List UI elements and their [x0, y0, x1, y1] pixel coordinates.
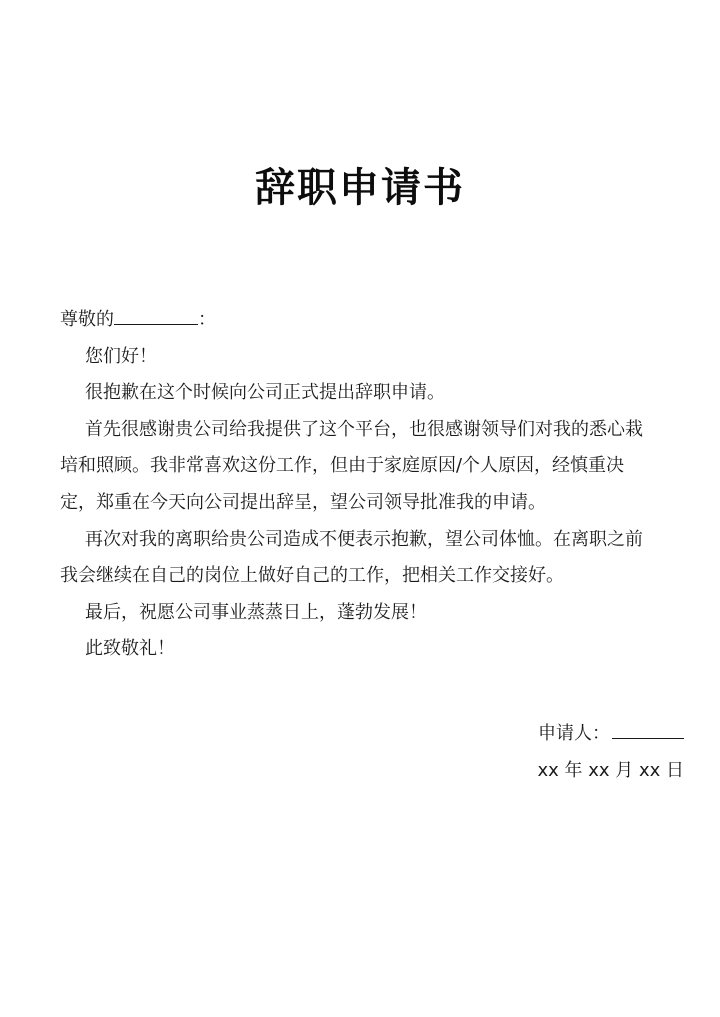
salutation-suffix: ： — [198, 309, 216, 330]
date-line: xx 年 xx 月 xx 日 — [537, 759, 684, 781]
document-title: 辞职申请书 — [255, 165, 465, 211]
applicant-label: 申请人： — [538, 723, 610, 744]
paragraph-line: 定，郑重在今天向公司提出辞呈，望公司领导批准我的申请。 — [60, 491, 546, 513]
applicant-blank — [612, 718, 684, 739]
salutation-line — [60, 302, 688, 339]
salutation-prefix: 尊敬的 — [60, 309, 114, 330]
paragraph-line: 再次对我的离职给贵公司造成不便表示抱歉，望公司体恤。在离职之前 — [85, 528, 643, 550]
recipient-blank — [114, 304, 198, 325]
paragraph-line: 最后，祝愿公司事业蒸蒸日上，蓬勃发展！ — [85, 601, 427, 623]
signature-block — [537, 716, 684, 789]
closing-line: 此致敬礼！ — [85, 638, 175, 660]
paragraph-line: 很抱歉在这个时候向公司正式提出辞职申请。 — [85, 382, 445, 404]
paragraph-line: 首先很感谢贵公司给我提供了这个平台，也很感谢领导们对我的悉心栽 — [85, 418, 643, 440]
paragraph-line: 我会继续在自己的岗位上做好自己的工作，把相关工作交接好。 — [60, 565, 564, 587]
paragraph-line: 培和照顾。我非常喜欢这份工作，但由于家庭原因/个人原因，经慎重决 — [60, 455, 625, 477]
applicant-line — [537, 716, 684, 753]
greeting-line: 您们好！ — [85, 345, 157, 367]
letter-body — [60, 302, 688, 668]
